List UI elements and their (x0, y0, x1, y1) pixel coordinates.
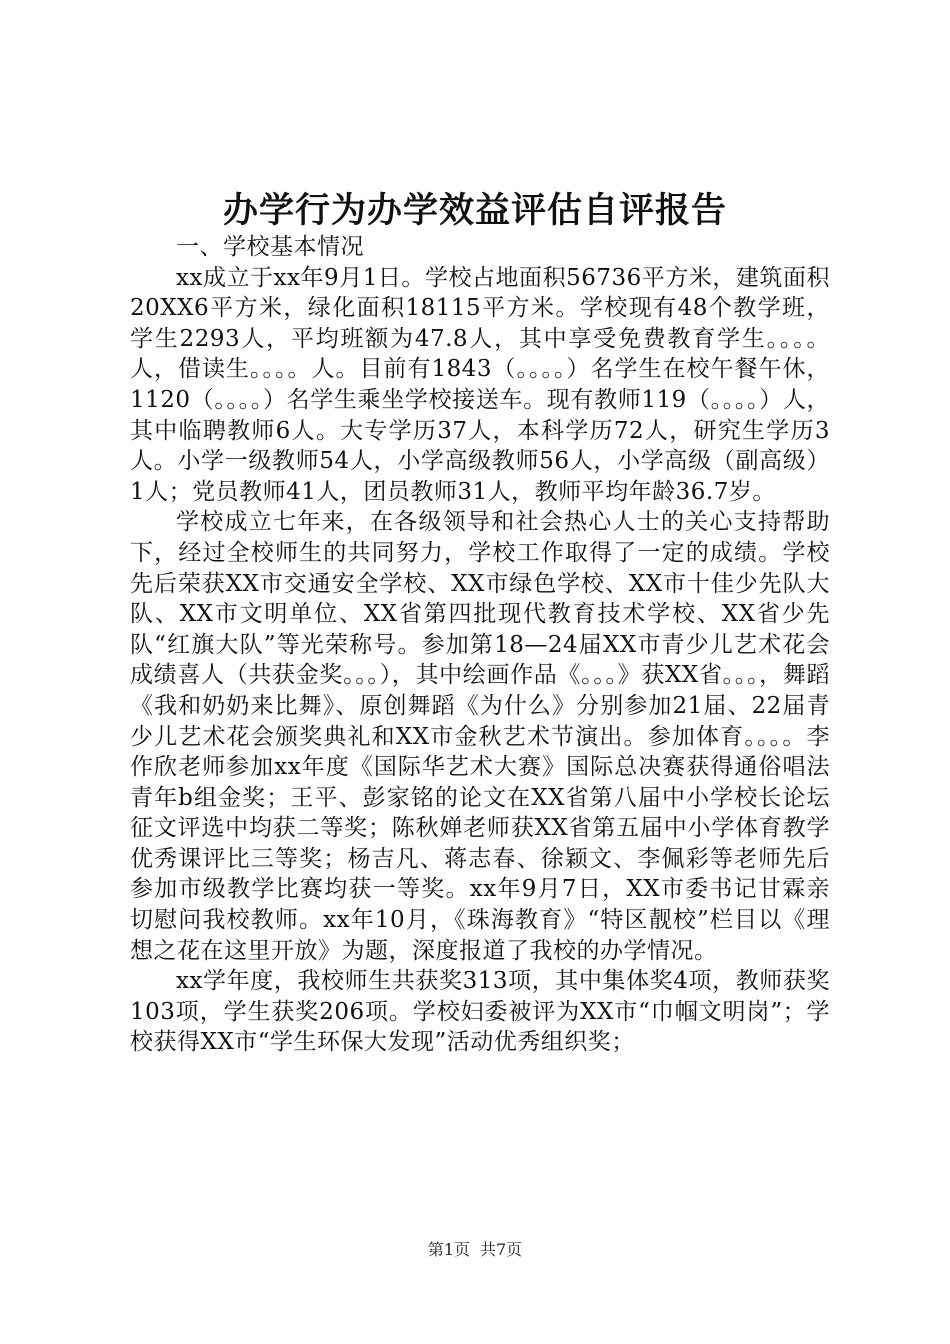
page-number-current: 第1页 (427, 1240, 470, 1259)
page-number-total: 共7页 (480, 1240, 523, 1259)
page-footer (0, 1238, 950, 1262)
document-body (130, 232, 830, 1058)
paragraph-school-overview: xx成立于xx年9月1日。学校占地面积56736平方米，建筑面积20XX6平方米，绿化面积18115平方米。学校现有48个教学班，学生2293人，平均班额为47.8人，其中享受免费教育学生。。。。人，借读生。。。。人。目前有1843（。。。。）名学生在校午餐午休，1120（。。。。）名学生乘坐学校接送车。现有教师119（。。。。）人，其中临聘教师6人。大专学历37人，本科学历72人，研究生学历3人。小学一级教师54人，小学高级教师56人，小学高级（副高级）1人；党员教师41人，团员教师31人，教师平均年龄36.7岁。 (130, 264, 830, 505)
document-title: 办学行为办学效益评估自评报告 (222, 190, 727, 231)
section-heading: 一、学校基本情况 (176, 234, 364, 260)
paragraph-achievements: 学校成立七年来，在各级领导和社会热心人士的关心支持帮助下，经过全校师生的共同努力，学校工作取得了一定的成绩。学校先后荣获XX市交通安全学校、XX市绿色学校、XX市十佳少先队大队、XX市文明单位、XX省第四批现代教育技术学校、XX省少先队“红旗大队”等光荣称号。参加第18—24届XX市青少儿艺术花会成绩喜人（共获金奖。。。），其中绘画作品《。。。》获XX省。。。，舞蹈《我和奶奶来比舞》、原创舞蹈《为什么》分别参加21届、22届青少儿艺术花会颁奖典礼和XX市金秋艺术节演出。参加体育。。。。李作欣老师参加xx年度《国际华艺术大赛》国际总决赛获得通俗唱法青年b组金奖；王平、彭家铭的论文在XX省第八届中小学校长论坛征文评选中均获二等奖；陈秋婵老师获XX省第五届中小学体育教学优秀课评比三等奖；杨吉凡、蒋志春、徐颖文、李佩彩等老师先后参加市级教学比赛均获一等奖。xx年9月7日，XX市委书记甘霖亲切慰问我校教师。xx年10月，《珠海教育》“特区靓校”栏目以《理想之花在这里开放》为题，深度报道了我校的办学情况。 (130, 509, 830, 964)
paragraph-annual-awards: xx学年度，我校师生共获奖313项，其中集体奖4项，教师获奖103项，学生获奖206项。学校妇委被评为XX市“巾帼文明岗”；学校获得XX市“学生环保大发现”活动优秀组织奖； (130, 968, 830, 1056)
